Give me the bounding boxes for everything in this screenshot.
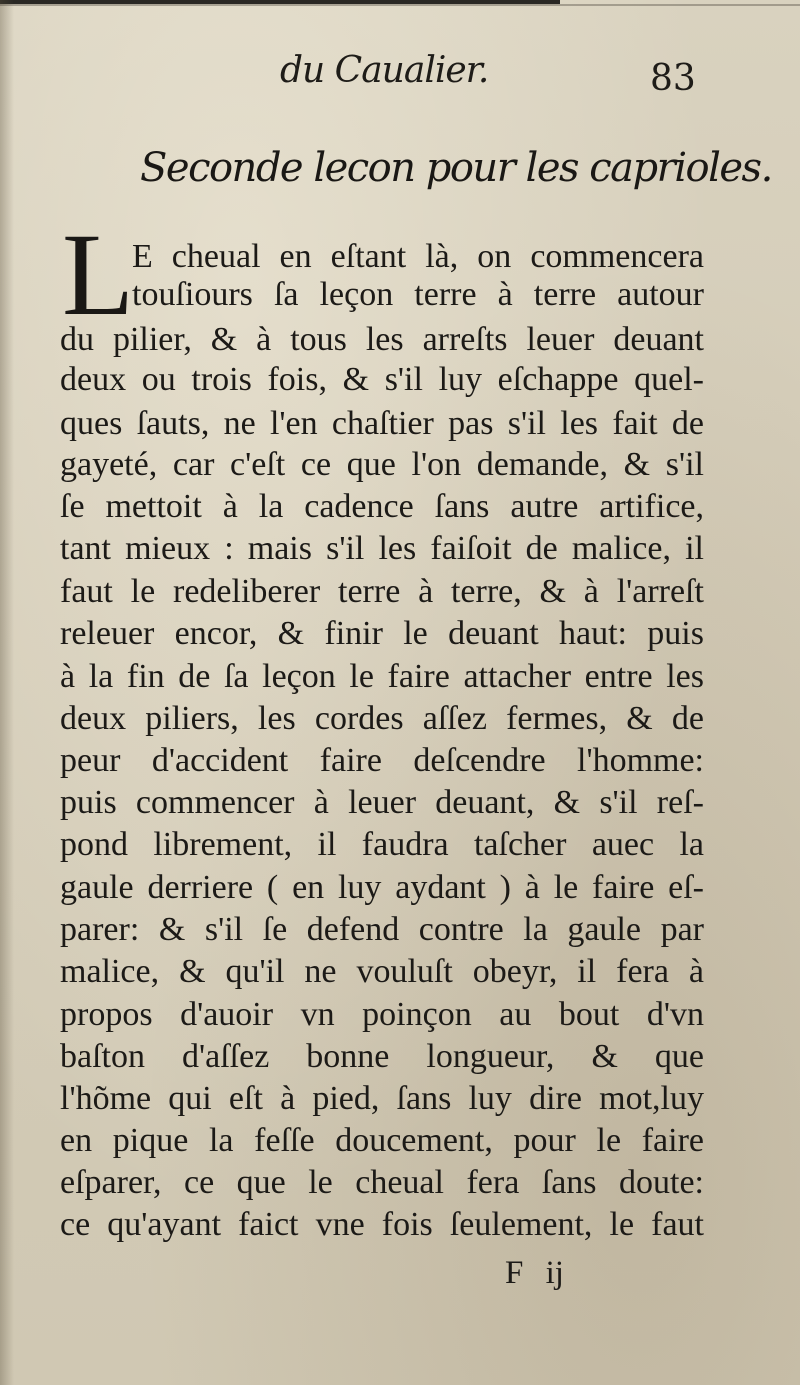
text-line: eſparer, ce que le cheual fera ſans doute: xyxy=(60,1164,704,1201)
text-line: ce qu'ayant faict vne fois ſeulement, le faut xyxy=(60,1206,704,1243)
text-line: baſton d'aſſez bonne longueur, & que xyxy=(60,1038,704,1075)
page-top-shadow xyxy=(0,4,800,6)
text-line: à la fin de ſa leçon le faire attacher entre les xyxy=(60,658,704,695)
text-line: parer: & s'il ſe defend contre la gaule par xyxy=(60,911,704,948)
text-line: releuer encor, & finir le deuant haut: puis xyxy=(60,615,704,652)
text-line: ques ſauts, ne l'en chaſtier pas s'il les fait de xyxy=(60,405,704,442)
text-line: en pique la feſſe doucement, pour le faire xyxy=(60,1122,704,1159)
page-gutter-shadow xyxy=(0,0,14,1385)
text-line: peur d'accident faire deſcendre l'homme: xyxy=(60,742,704,779)
text-line: du pilier, & à tous les arreſts leuer deuant xyxy=(60,321,704,358)
text-line: tant mieux : mais s'il les faiſoit de malice, il xyxy=(60,530,704,567)
running-head: du Caualier. xyxy=(280,50,489,91)
drop-cap: L xyxy=(62,209,135,340)
chapter-title: Seconde lecon pour les caprioles. xyxy=(140,145,772,191)
text-line: deux ou trois fois, & s'il luy eſchappe quel- xyxy=(60,361,704,398)
text-line: ſe mettoit à la cadence ſans autre artifice, xyxy=(60,488,704,525)
text-line: deux piliers, les cordes aſſez fermes, & de xyxy=(60,700,704,737)
text-line: touſiours ſa leçon terre à terre autour xyxy=(132,276,704,313)
signature-mark: F ij xyxy=(505,1255,564,1291)
text-line: malice, & qu'il ne vouluſt obeyr, il fera à xyxy=(60,953,704,990)
text-line: gayeté, car c'eſt ce que l'on demande, & s'il xyxy=(60,446,704,483)
text-line: E cheual en eſtant là, on commencera xyxy=(132,238,704,275)
text-line: l'hõme qui eſt à pied, ſans luy dire mot,luy xyxy=(60,1080,704,1117)
text-line: propos d'auoir vn poinçon au bout d'vn xyxy=(60,996,704,1033)
text-line: faut le redeliberer terre à terre, & à l'arreſt xyxy=(60,573,704,610)
text-line: gaule derriere ( en luy aydant ) à le faire eſ- xyxy=(60,869,704,906)
text-line: puis commencer à leuer deuant, & s'il reſ- xyxy=(60,784,704,821)
text-line: pond librement, il faudra taſcher auec la xyxy=(60,826,704,863)
page-number: 83 xyxy=(650,58,696,99)
